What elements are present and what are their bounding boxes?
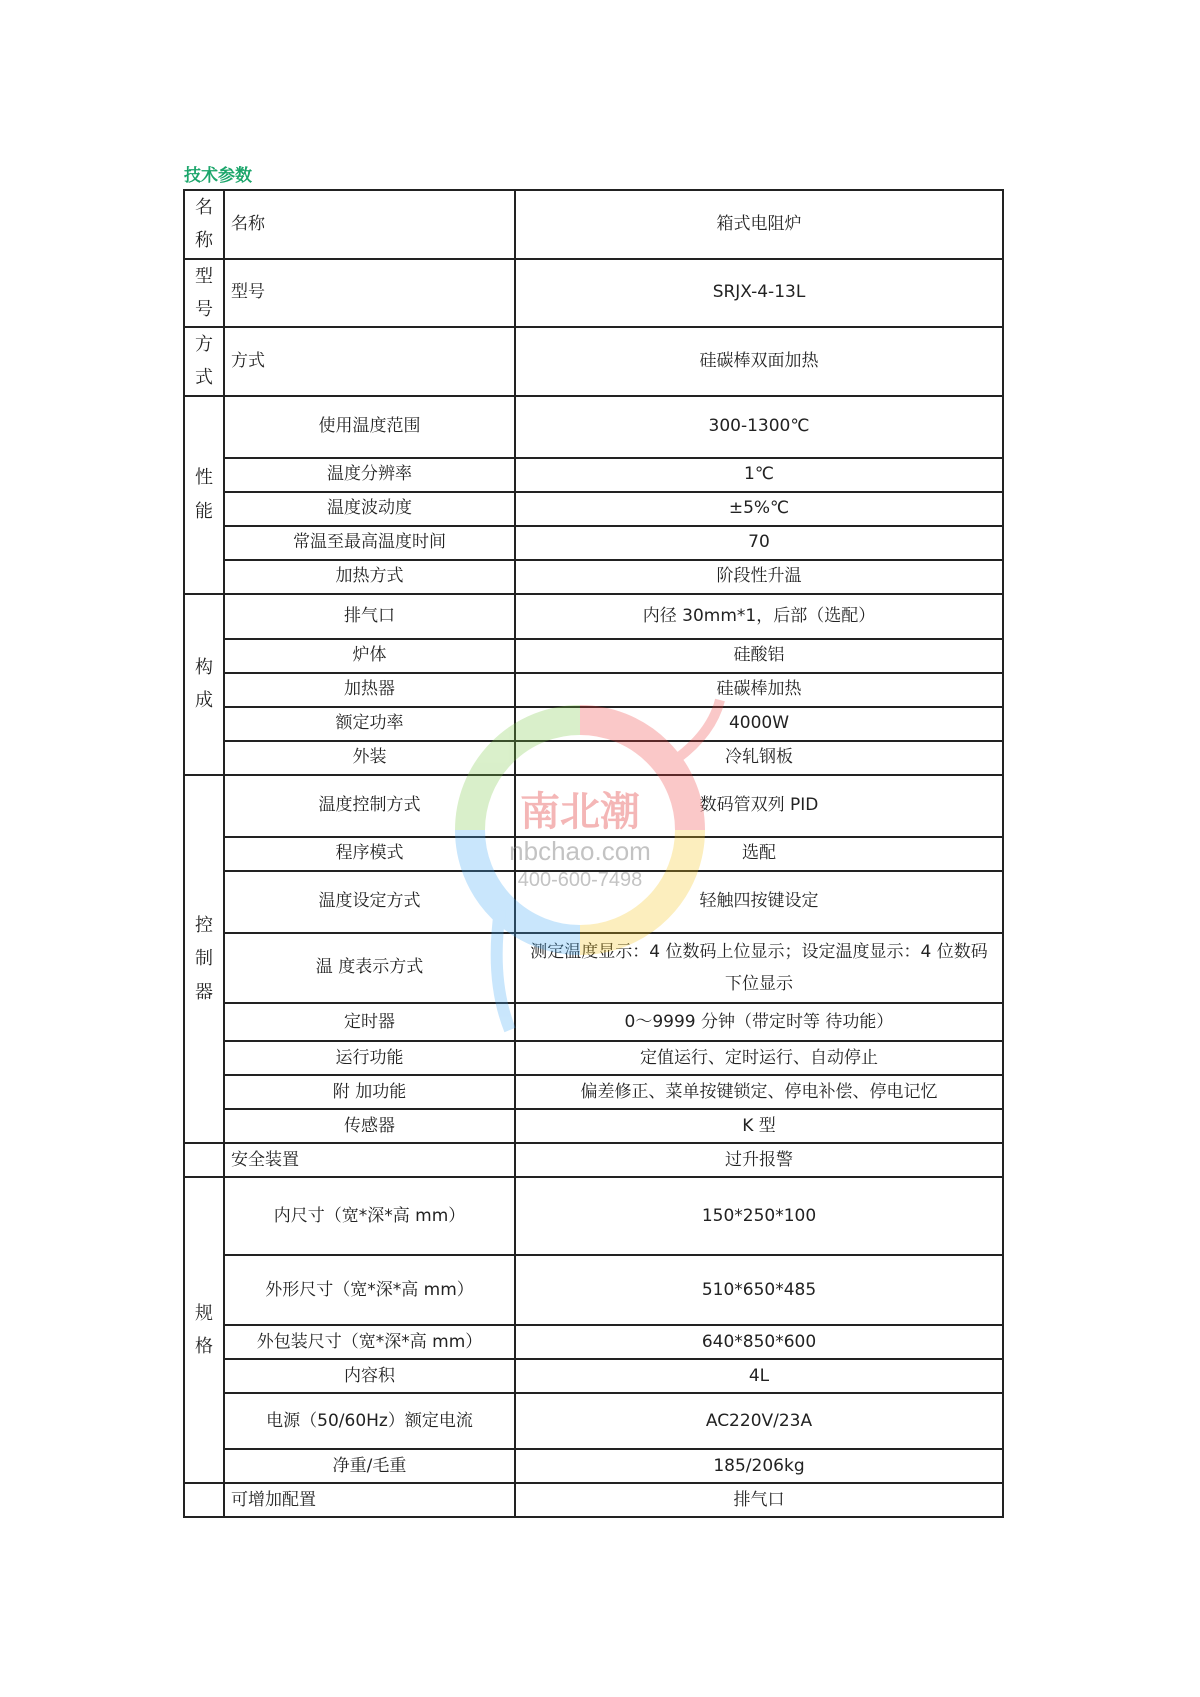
table-row — [184, 1325, 1003, 1359]
param-value: 阶段性升温 — [515, 560, 1003, 594]
param-value: AC220V/23A — [515, 1393, 1003, 1449]
table-row — [184, 639, 1003, 673]
param-label: 安全装置 — [224, 1143, 515, 1177]
table-row — [184, 327, 1003, 396]
param-value: 过升报警 — [515, 1143, 1003, 1177]
page-title: 技术参数 — [184, 166, 252, 186]
table-row — [184, 526, 1003, 560]
spec-table — [183, 189, 1004, 1518]
param-label: 常温至最高温度时间 — [224, 526, 515, 560]
param-value: 640*850*600 — [515, 1325, 1003, 1359]
table-row — [184, 492, 1003, 526]
param-label: 名称 — [224, 190, 515, 259]
category-cell: 方式 — [184, 327, 224, 396]
param-value: 4000W — [515, 707, 1003, 741]
param-value: 150*250*100 — [515, 1177, 1003, 1255]
param-value: 冷轧钢板 — [515, 741, 1003, 775]
param-value: 4L — [515, 1359, 1003, 1393]
param-value: 硅酸铝 — [515, 639, 1003, 673]
table-row — [184, 458, 1003, 492]
param-value: 定值运行、定时运行、自动停止 — [515, 1041, 1003, 1075]
param-label: 电源（50/60Hz）额定电流 — [224, 1393, 515, 1449]
param-label: 温度设定方式 — [224, 871, 515, 933]
table-row — [184, 190, 1003, 259]
param-value: 510*650*485 — [515, 1255, 1003, 1325]
category-cell: 构成 — [184, 594, 224, 775]
param-label: 炉体 — [224, 639, 515, 673]
param-label: 可增加配置 — [224, 1483, 515, 1517]
category-cell: 控制器 — [184, 775, 224, 1144]
param-value: 数码管双列 PID — [515, 775, 1003, 837]
param-label: 程序模式 — [224, 837, 515, 871]
param-value: 偏差修正、菜单按键锁定、停电补偿、停电记忆 — [515, 1075, 1003, 1109]
param-value: 1℃ — [515, 458, 1003, 492]
param-label: 运行功能 — [224, 1041, 515, 1075]
table-row — [184, 1109, 1003, 1143]
param-value: 300-1300℃ — [515, 396, 1003, 458]
param-value: 0～9999 分钟（带定时等 待功能） — [515, 1003, 1003, 1041]
watermark-site: nbchao.com — [509, 836, 651, 866]
category-cell: 型号 — [184, 259, 224, 328]
param-value: 185/206kg — [515, 1449, 1003, 1483]
param-label: 外装 — [224, 741, 515, 775]
table-row — [184, 871, 1003, 933]
table-row — [184, 1359, 1003, 1393]
param-value: SRJX-4-13L — [515, 259, 1003, 328]
param-value: 70 — [515, 526, 1003, 560]
table-row — [184, 560, 1003, 594]
table-row — [184, 837, 1003, 871]
param-label: 额定功率 — [224, 707, 515, 741]
table-row — [184, 1177, 1003, 1255]
param-label: 使用温度范围 — [224, 396, 515, 458]
param-label: 温度控制方式 — [224, 775, 515, 837]
table-row — [184, 1393, 1003, 1449]
param-value: ±5%℃ — [515, 492, 1003, 526]
param-value: K 型 — [515, 1109, 1003, 1143]
param-label: 温度分辨率 — [224, 458, 515, 492]
param-label: 方式 — [224, 327, 515, 396]
param-value: 选配 — [515, 837, 1003, 871]
param-label: 温度波动度 — [224, 492, 515, 526]
param-label: 传感器 — [224, 1109, 515, 1143]
category-cell: 名称 — [184, 190, 224, 259]
table-row — [184, 1255, 1003, 1325]
table-row — [184, 741, 1003, 775]
table-row — [184, 775, 1003, 837]
category-cell — [184, 1483, 224, 1517]
param-label: 加热方式 — [224, 560, 515, 594]
table-row — [184, 1075, 1003, 1109]
table-row — [184, 673, 1003, 707]
watermark-phone: 400-600-7498 — [517, 869, 643, 891]
table-row — [184, 933, 1003, 1004]
param-value: 硅碳棒加热 — [515, 673, 1003, 707]
param-label: 外形尺寸（宽*深*高 mm） — [224, 1255, 515, 1325]
param-label: 附 加功能 — [224, 1075, 515, 1109]
param-label: 排气口 — [224, 594, 515, 639]
param-value: 测定温度显示：4 位数码上位显示；设定温度显示：4 位数码下位显示 — [515, 933, 1003, 1004]
param-label: 净重/毛重 — [224, 1449, 515, 1483]
param-value: 内径 30mm*1，后部（选配） — [515, 594, 1003, 639]
table-row — [184, 396, 1003, 458]
param-label: 温 度表示方式 — [224, 933, 515, 1004]
table-row — [184, 1449, 1003, 1483]
param-value: 硅碳棒双面加热 — [515, 327, 1003, 396]
category-cell — [184, 1143, 224, 1177]
param-value: 轻触四按键设定 — [515, 871, 1003, 933]
param-label: 加热器 — [224, 673, 515, 707]
table-row — [184, 1041, 1003, 1075]
table-row — [184, 1483, 1003, 1517]
param-label: 外包装尺寸（宽*深*高 mm） — [224, 1325, 515, 1359]
param-value: 排气口 — [515, 1483, 1003, 1517]
watermark-brand: 南北潮 — [520, 790, 640, 834]
param-label: 定时器 — [224, 1003, 515, 1041]
table-row — [184, 259, 1003, 328]
param-value: 箱式电阻炉 — [515, 190, 1003, 259]
category-cell: 性能 — [184, 396, 224, 594]
table-row — [184, 1003, 1003, 1041]
table-row — [184, 707, 1003, 741]
category-cell: 规格 — [184, 1177, 224, 1483]
table-row — [184, 594, 1003, 639]
param-label: 内容积 — [224, 1359, 515, 1393]
param-label: 内尺寸（宽*深*高 mm） — [224, 1177, 515, 1255]
table-row — [184, 1143, 1003, 1177]
param-label: 型号 — [224, 259, 515, 328]
